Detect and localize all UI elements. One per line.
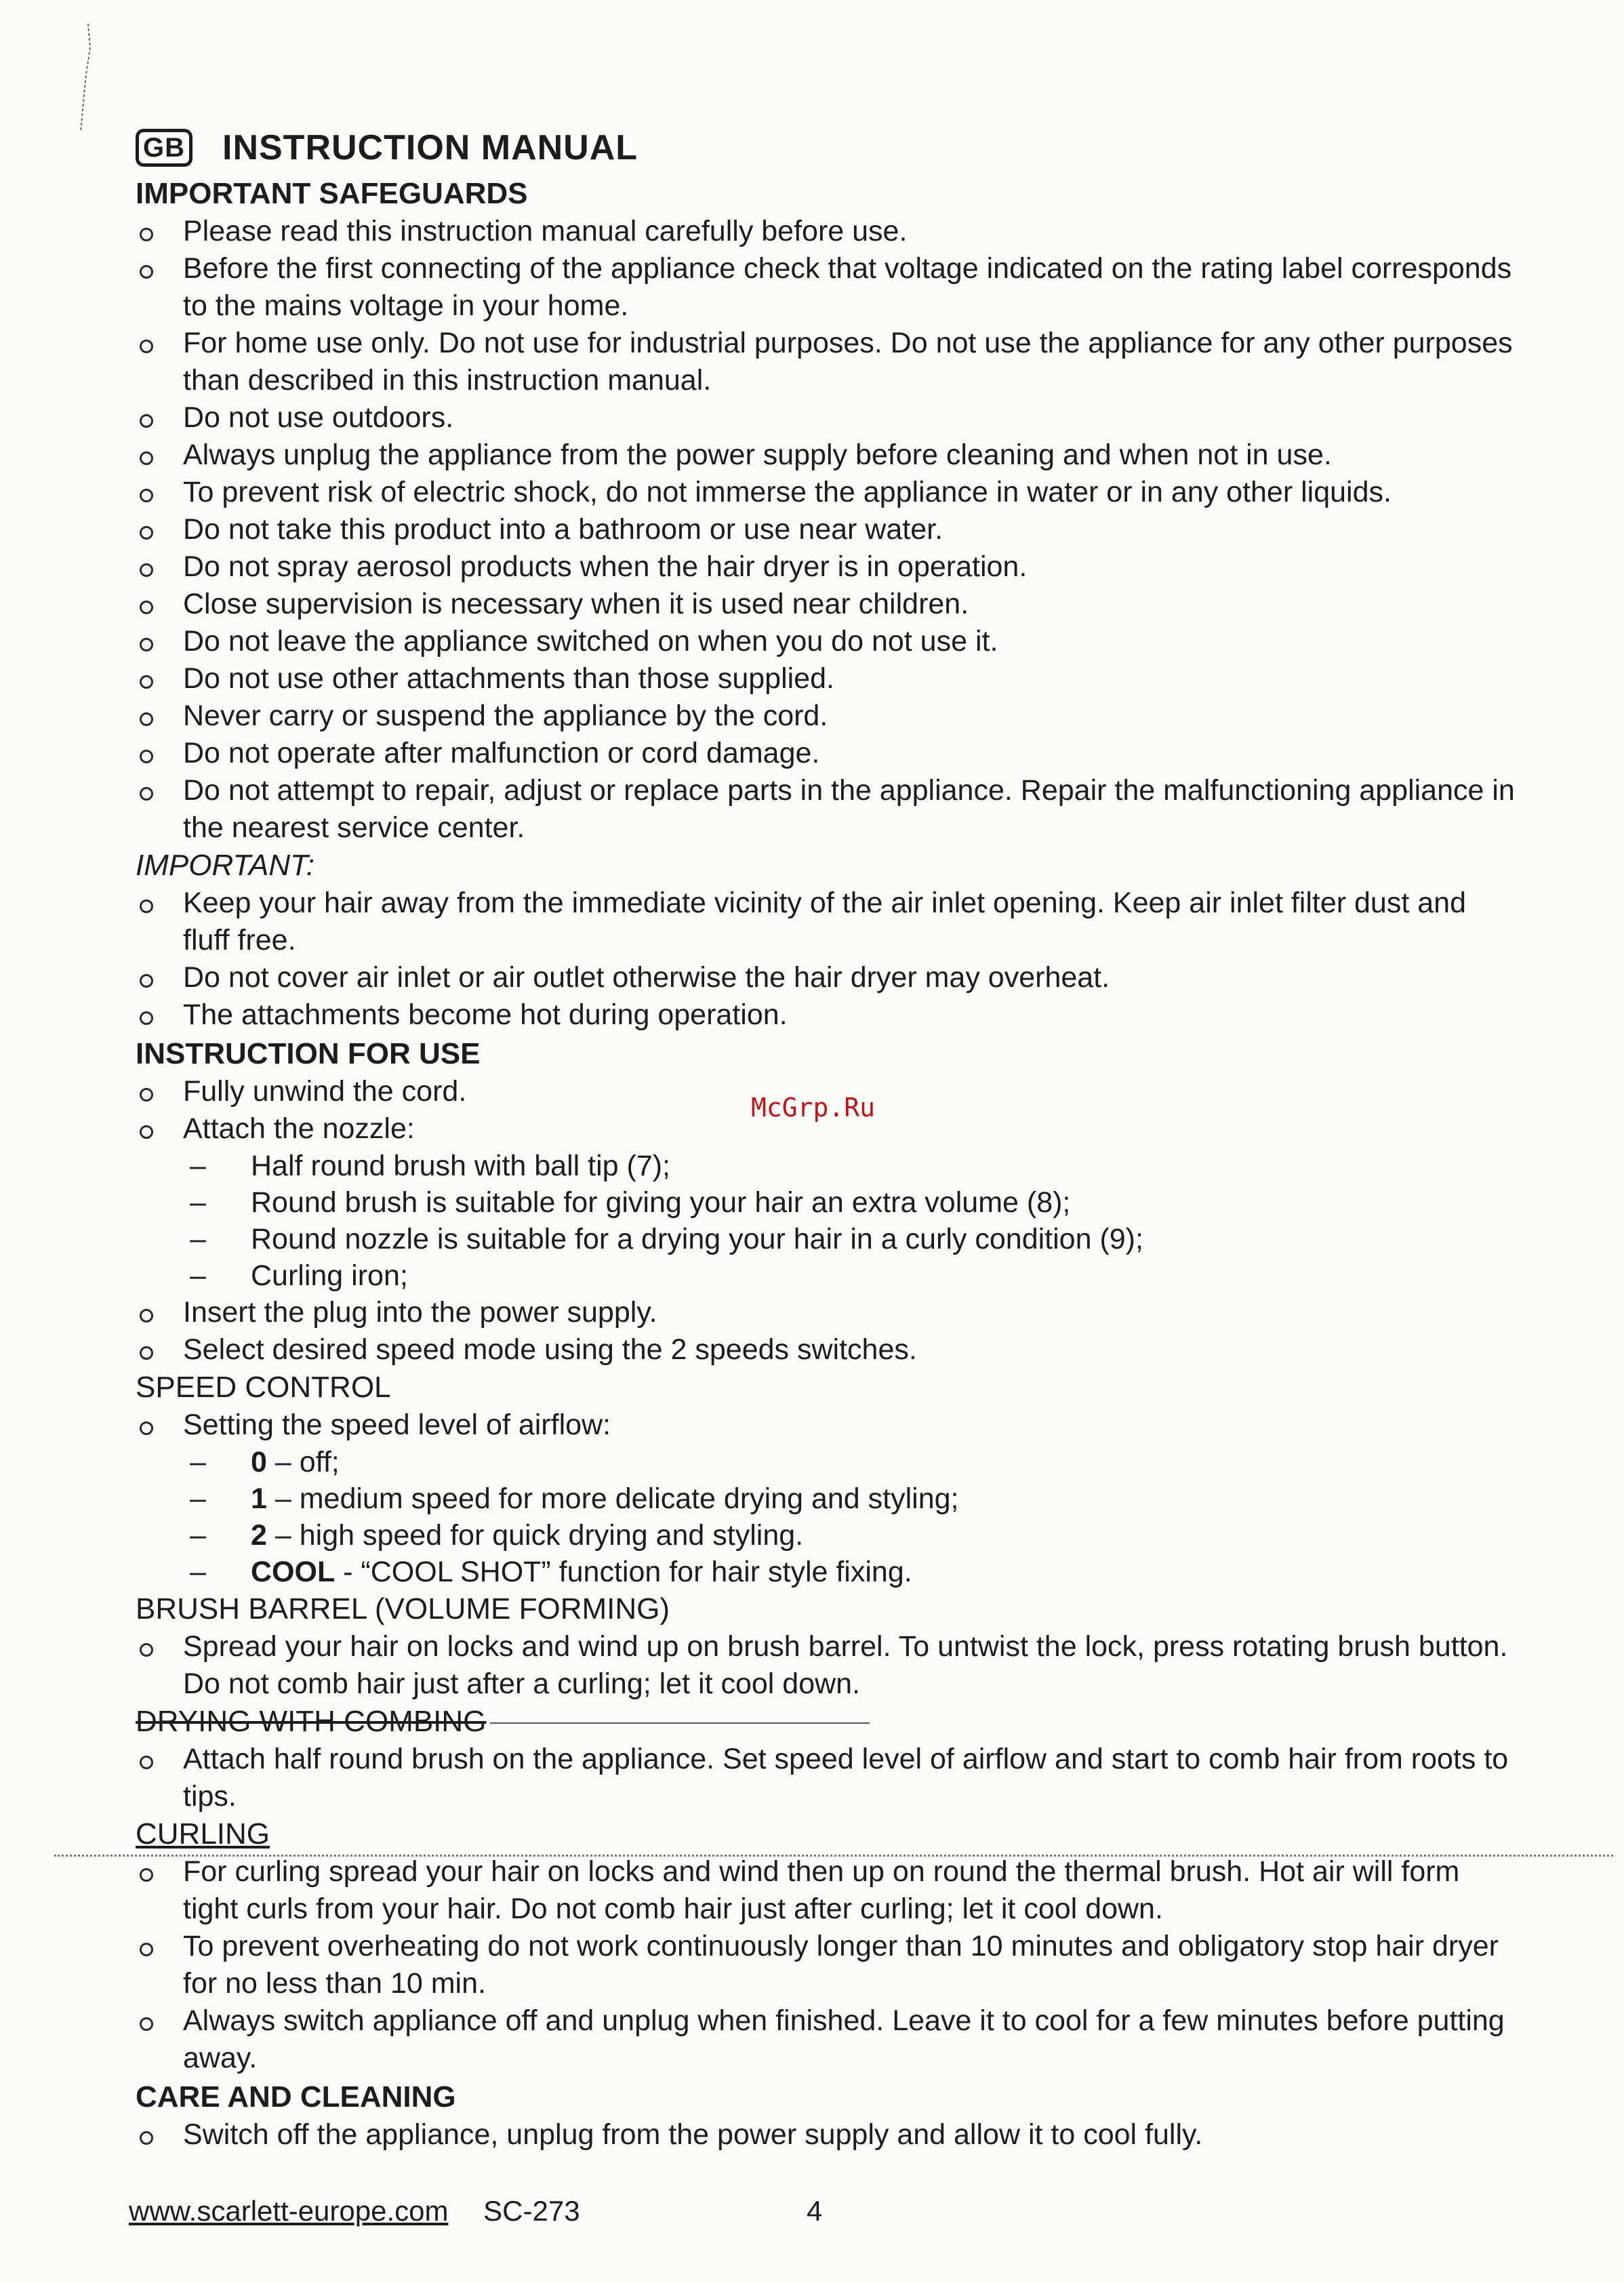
- instruction-list-2: [136, 1294, 1518, 1369]
- list-item: – 1 – medium speed for more delicate drying and styling;: [190, 1482, 959, 1515]
- page-number: 4: [807, 2195, 823, 2227]
- list-item: – 2 – high speed for quick drying and styling.: [190, 1519, 804, 1552]
- bullet-icon: [140, 451, 153, 465]
- bullet-icon: [140, 1125, 153, 1139]
- list-item: Attach half round brush on the appliance. Set speed level of airflow and start to comb hair from roots to tips.: [136, 1741, 1518, 1815]
- list-item: Switch off the appliance, unplug from the power supply and allow it to cool fully.: [136, 2116, 1518, 2154]
- care-heading: CARE AND CLEANING: [136, 2080, 456, 2114]
- speed-levels: [136, 1444, 1518, 1590]
- bullet-icon: [140, 2017, 153, 2031]
- page-footer: [129, 2195, 823, 2227]
- bullet-icon: [140, 601, 153, 614]
- list-item: – Round brush is suitable for giving your hair an extra volume (8);: [190, 1186, 1071, 1219]
- bullet-icon: [140, 1309, 153, 1322]
- bullet-icon: [140, 750, 153, 763]
- scan-divider: [54, 1855, 1613, 1857]
- list-item: – COOL - “COOL SHOT” function for hair style fixing.: [190, 1556, 912, 1588]
- bullet-icon: [140, 489, 153, 502]
- list-item: Fully unwind the cord.: [136, 1073, 1518, 1110]
- bullet-icon: [140, 1088, 153, 1102]
- list-item: Do not leave the appliance switched on when you do not use it.: [136, 623, 1518, 660]
- bullet-icon: [140, 2131, 153, 2145]
- bullet-icon: [140, 414, 153, 428]
- bullet-icon: [140, 563, 153, 577]
- nozzle-list: [136, 1148, 1518, 1294]
- care-list: [136, 2116, 1518, 2154]
- page-title: INSTRUCTION MANUAL: [222, 128, 638, 167]
- model-number: SC-273: [483, 2195, 580, 2227]
- list-item: – Round nozzle is suitable for a drying your hair in a curly condition (9);: [190, 1223, 1143, 1255]
- bullet-icon: [140, 1943, 153, 1956]
- important-heading: IMPORTANT:: [136, 849, 314, 882]
- list-item: Do not take this product into a bathroom or use near water.: [136, 511, 1518, 548]
- list-item: Insert the plug into the power supply.: [136, 1294, 1518, 1331]
- list-item: Do not use other attachments than those supplied.: [136, 660, 1518, 698]
- bullet-icon: [140, 1421, 153, 1435]
- title-row: [136, 122, 1518, 174]
- list-item: Never carry or suspend the appliance by the cord.: [136, 698, 1518, 735]
- list-item: Spread your hair on locks and wind up on brush barrel. To untwist the lock, press rotating brush button. Do not comb hair just after a curling; let it cool down.: [136, 1628, 1518, 1703]
- bullet-icon: [140, 1346, 153, 1360]
- list-item: To prevent risk of electric shock, do not immerse the appliance in water or in any other liquids.: [136, 474, 1518, 511]
- list-item: Do not cover air inlet or air outlet otherwise the hair dryer may overheat.: [136, 959, 1518, 996]
- list-item: To prevent overheating do not work continuously longer than 10 minutes and obligatory stop hair dryer for no less than 10 min.: [136, 1928, 1518, 2002]
- important-list: [136, 885, 1518, 1034]
- list-item: Attach the nozzle:: [136, 1110, 1518, 1148]
- list-item: Please read this instruction manual carefully before use.: [136, 213, 1518, 250]
- curling-heading: CURLING: [136, 1817, 270, 1851]
- bullet-icon: [140, 1011, 153, 1025]
- speed-heading: SPEED CONTROL: [136, 1371, 391, 1404]
- list-item: Do not operate after malfunction or cord damage.: [136, 735, 1518, 772]
- bullet-icon: [140, 1868, 153, 1882]
- list-item: Keep your hair away from the immediate vicinity of the air inlet opening. Keep air inlet filter dust and fluff free.: [136, 885, 1518, 959]
- brush-list: [136, 1628, 1518, 1703]
- speed-list: [136, 1407, 1518, 1444]
- list-item: Do not attempt to repair, adjust or replace parts in the appliance. Repair the malfunctioning appliance in the nearest service center.: [136, 772, 1518, 847]
- safeguards-heading: IMPORTANT SAFEGUARDS: [136, 177, 528, 210]
- scan-artifact-mark: [71, 20, 98, 136]
- bullet-icon: [140, 787, 153, 801]
- watermark: McGrp.Ru: [751, 1093, 876, 1123]
- list-item: Do not use outdoors.: [136, 399, 1518, 437]
- bullet-icon: [140, 638, 153, 651]
- list-item: Do not spray aerosol products when the hair dryer is in operation.: [136, 548, 1518, 586]
- language-badge: GB: [136, 129, 192, 167]
- bullet-icon: [140, 1756, 153, 1769]
- list-item: Always switch appliance off and unplug when finished. Leave it to cool for a few minutes before putting away.: [136, 2002, 1518, 2077]
- bullet-icon: [140, 340, 153, 353]
- list-item: Close supervision is necessary when it is used near children.: [136, 586, 1518, 623]
- drying-list: [136, 1741, 1518, 1815]
- list-item: – Curling iron;: [190, 1259, 408, 1292]
- website-link[interactable]: www.scarlett-europe.com: [129, 2195, 449, 2227]
- bullet-icon: [140, 1643, 153, 1657]
- curling-list: [136, 1853, 1518, 2077]
- list-item: – Half round brush with ball tip (7);: [190, 1150, 671, 1182]
- bullet-icon: [140, 526, 153, 540]
- bullet-icon: [140, 228, 153, 241]
- bullet-icon: [140, 900, 153, 913]
- instruction-heading: INSTRUCTION FOR USE: [136, 1037, 481, 1070]
- safeguards-list: [136, 213, 1518, 847]
- list-item: Select desired speed mode using the 2 speeds switches.: [136, 1331, 1518, 1369]
- list-item: For home use only. Do not use for industrial purposes. Do not use the appliance for any other purposes than described in this instruction manual.: [136, 325, 1518, 399]
- list-item: – 0 – off;: [190, 1446, 340, 1478]
- list-item: Always unplug the appliance from the power supply before cleaning and when not in use.: [136, 437, 1518, 474]
- list-item: For curling spread your hair on locks and wind then up on round the thermal brush. Hot air will form tight curls from your hair. Do not comb hair just after curling; let it cool down.: [136, 1853, 1518, 1928]
- brush-heading: BRUSH BARREL (VOLUME FORMING): [136, 1592, 670, 1625]
- list-item: Setting the speed level of airflow:: [136, 1407, 1518, 1444]
- list-item: The attachments become hot during operation.: [136, 996, 1518, 1034]
- list-item: Before the first connecting of the appliance check that voltage indicated on the rating label corresponds to the mains voltage in your home.: [136, 250, 1518, 325]
- bullet-icon: [140, 265, 153, 279]
- manual-page: [136, 122, 1518, 2154]
- bullet-icon: [140, 712, 153, 726]
- bullet-icon: [140, 974, 153, 988]
- drying-heading: DRYING WITH COMBING: [136, 1703, 1518, 1741]
- bullet-icon: [140, 675, 153, 689]
